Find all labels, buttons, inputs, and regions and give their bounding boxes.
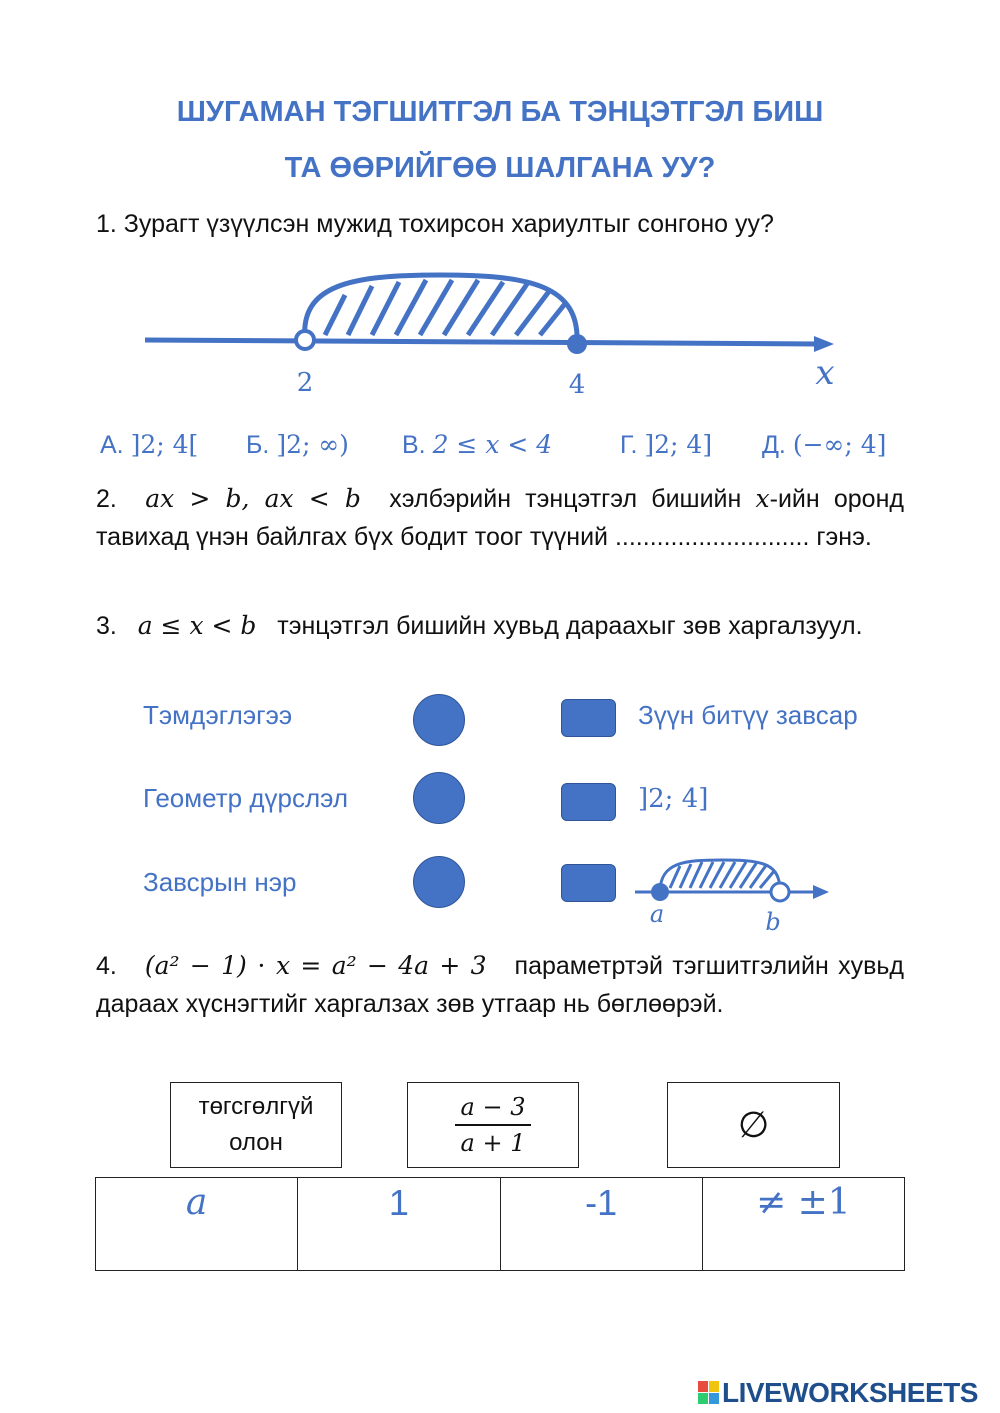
choice-fraction[interactable]: a − 3 a + 1 bbox=[407, 1082, 579, 1168]
match-square-2[interactable] bbox=[561, 783, 616, 821]
axis-arrow-icon bbox=[814, 336, 834, 352]
axis-arrow-icon bbox=[813, 885, 829, 899]
option-d[interactable]: Д. (−∞; 4] bbox=[762, 430, 887, 459]
answer-cell-minus-1[interactable]: -1 bbox=[500, 1178, 702, 1271]
option-g[interactable]: Г. ]2; 4] bbox=[620, 430, 713, 459]
match-left-notation: Тэмдэглэгээ bbox=[143, 700, 293, 730]
answer-cell-not-pm1[interactable]: ≠ ±1 bbox=[702, 1178, 904, 1271]
axis-line bbox=[145, 340, 818, 344]
open-point-b bbox=[771, 883, 789, 901]
match-square-1[interactable] bbox=[561, 699, 616, 737]
match-dot-3[interactable] bbox=[413, 856, 465, 908]
axis-label-x: x bbox=[815, 353, 835, 393]
closed-point-4 bbox=[567, 334, 587, 354]
answer-cell-a[interactable]: a bbox=[96, 1178, 298, 1271]
liveworksheets-logo bbox=[698, 1377, 978, 1409]
option-b[interactable]: Б. ]2; ∞) bbox=[246, 430, 349, 459]
match-right-number-line bbox=[625, 852, 845, 942]
option-v[interactable]: В. 2 ≤ x < 4 bbox=[402, 430, 553, 459]
match-left-interval-name: Завсрын нэр bbox=[143, 867, 297, 897]
closed-point-a bbox=[651, 883, 669, 901]
match-right-interval: ]2; 4] bbox=[638, 784, 709, 814]
logo-text: LIVEWORKSHEETS bbox=[722, 1377, 978, 1408]
logo-icon bbox=[698, 1381, 720, 1405]
label-4: 4 bbox=[568, 370, 586, 400]
answer-cell-1[interactable]: 1 bbox=[298, 1178, 500, 1271]
match-square-3[interactable] bbox=[561, 864, 616, 902]
match-right-left-closed: Зүүн битүү завсар bbox=[638, 700, 858, 730]
match-left-geometric: Геометр дүрслэл bbox=[143, 783, 348, 813]
hatch-lines bbox=[325, 280, 568, 335]
q1-number-line bbox=[0, 260, 1000, 410]
choice-empty-set[interactable]: ∅ bbox=[667, 1082, 840, 1168]
label-b: b bbox=[765, 908, 781, 936]
page-subtitle: ТА ӨӨРИЙГӨӨ ШАЛГАНА УУ? bbox=[284, 152, 716, 184]
match-dot-2[interactable] bbox=[413, 772, 465, 824]
answer-table bbox=[95, 1177, 905, 1271]
page-title: ШУГАМАН ТЭГШИТГЭЛ БА ТЭНЦЭТГЭЛ БИШ bbox=[176, 96, 824, 128]
question-3-text: 3. a ≤ x < b тэнцэтгэл бишийн хувьд дараахыг зөв харгалзуул. bbox=[96, 611, 863, 640]
question-4-text: 4. (a² − 1) ⋅ x = a² − 4a + 3 параметртэй тэгшитгэлийн хувьд дараах хүснэгтийг харгалзах зөв утгаар нь бөглөөрэй. bbox=[96, 951, 905, 1018]
question-2-text: 2. ax > b, ax < b хэлбэрийн тэнцэтгэл бишийн x-ийн оронд тавихад үнэн байлгах бүх бодит тоог түүний ............................ гэнэ. bbox=[96, 484, 904, 551]
open-point-2 bbox=[296, 331, 314, 349]
question-1-text: 1. Зурагт үзүүлсэн мужид тохирсон хариултыг сонгоно уу? bbox=[96, 210, 774, 238]
label-2: 2 bbox=[296, 368, 314, 398]
option-a[interactable]: A. ]2; 4[ bbox=[100, 430, 199, 459]
match-dot-1[interactable] bbox=[413, 694, 465, 746]
choice-infinite-many[interactable]: төгсгөлгүй олон bbox=[170, 1082, 342, 1168]
label-a: a bbox=[649, 900, 665, 928]
